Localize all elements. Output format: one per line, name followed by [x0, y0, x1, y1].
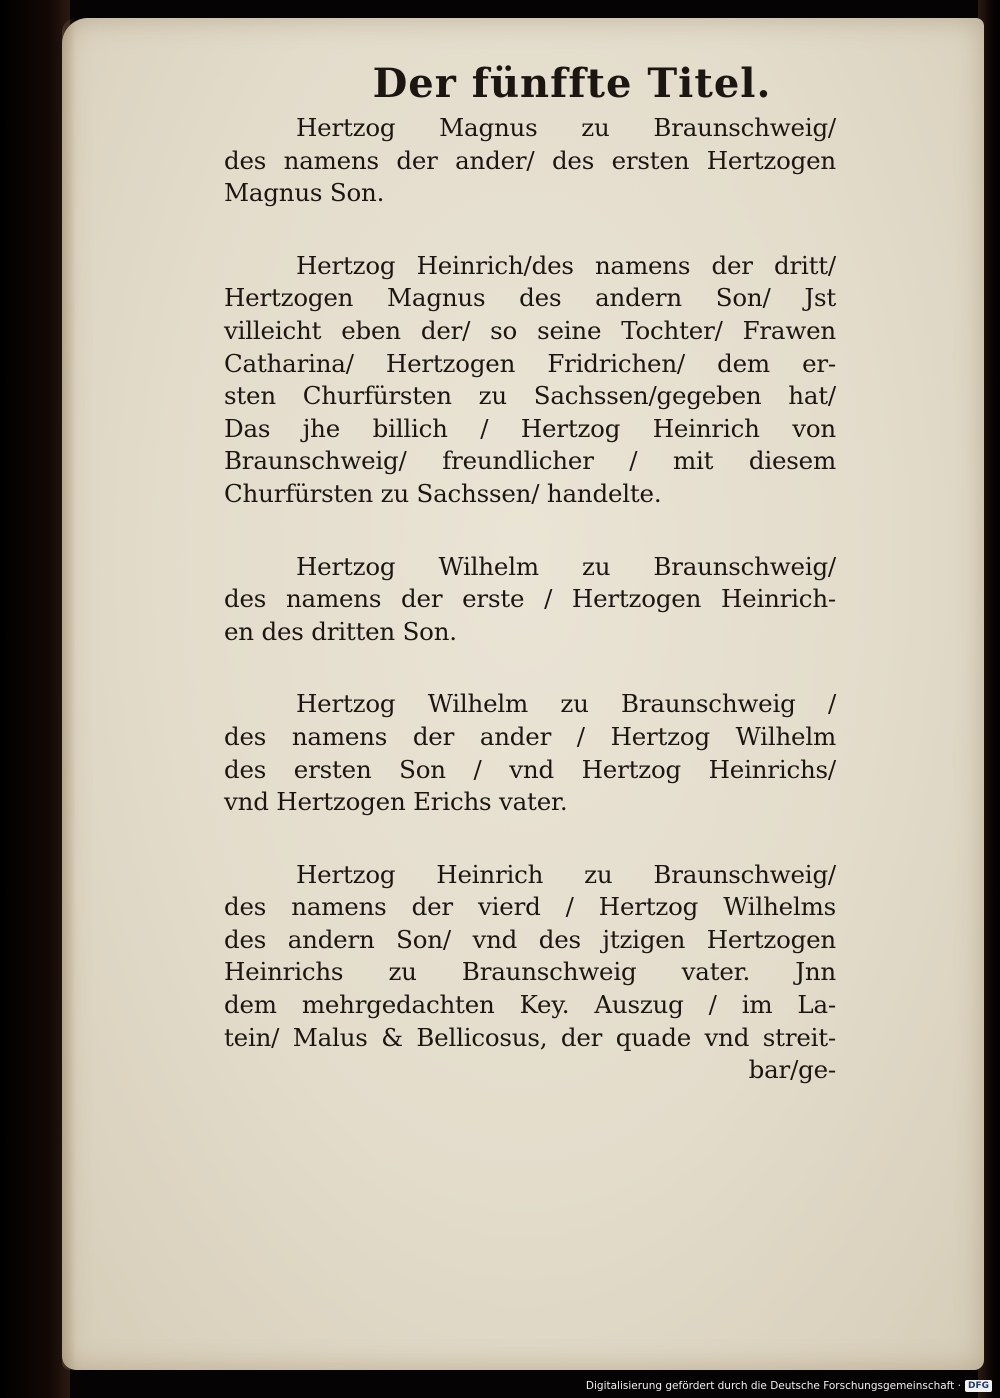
text-line: des andern Son/ vnd des jtzigen Hertzogen [224, 924, 836, 954]
page-title: Der fünffte Titel. [372, 60, 772, 107]
text-line: des ersten Son / vnd Hertzog Heinrichs/ [224, 754, 836, 784]
text-line: des namens der erste / Hertzogen Heinrich- [224, 584, 836, 614]
text-line: Churfürsten zu Sachssen/ handelte. [224, 478, 662, 508]
text-line: Hertzog Magnus zu Braunschweig/ [296, 113, 836, 142]
text-line: villeicht eben der/ so seine Tochter/ Frawen [224, 315, 836, 345]
text-line: Magnus Son. [224, 178, 385, 208]
text-line: Catharina/ Hertzogen Fridrichen/ dem er- [224, 348, 836, 378]
text-line: en des dritten Son. [224, 616, 457, 646]
text-line: des namens der vierd / Hertzog Wilhelms [224, 892, 836, 922]
paragraph-heinrich-vierd [224, 859, 836, 1087]
text-line: tein/ Malus & Bellicosus, der quade vnd streit- [224, 1022, 836, 1052]
dfg-logo: DFG [965, 1380, 992, 1392]
text-line: Heinrichs zu Braunschweig vater. Jnn [224, 957, 836, 987]
credit-text: Digitalisierung gefördert durch die Deutsche Forschungsgemeinschaft · [585, 1380, 961, 1392]
catchword: bar/ge- [748, 1055, 836, 1085]
paragraph-heinrich-dritt [224, 250, 836, 511]
text-line: vnd Hertzogen Erichs vater. [224, 787, 568, 817]
text-line: Hertzog Heinrich/des namens der dritt/ [296, 250, 836, 280]
text-line: des namens der ander/ des ersten Hertzogen [224, 145, 836, 175]
text-line: Hertzogen Magnus des andern Son/ Jst [224, 283, 836, 313]
page-gutter-shadow [62, 18, 76, 1370]
digitization-credit [586, 1380, 992, 1392]
text-line: Hertzog Wilhelm zu Braunschweig / [296, 689, 836, 719]
text-line: Braunschweig/ freundlicher / mit diesem [224, 446, 836, 476]
text-line: Das jhe billich / Hertzog Heinrich von [224, 413, 836, 443]
text-line: Hertzog Heinrich zu Braunschweig/ [296, 859, 836, 889]
scan-background-left [0, 0, 70, 1398]
paragraph-magnus [224, 112, 836, 210]
text-line: Hertzog Wilhelm zu Braunschweig/ [296, 551, 836, 581]
paragraph-wilhelm-erste [224, 551, 836, 649]
paragraph-wilhelm-ander [224, 688, 836, 818]
text-line: des namens der ander / Hertzog Wilhelm [224, 721, 836, 751]
text-line: dem mehrgedachten Key. Auszug / im La- [224, 990, 836, 1020]
text-line: sten Churfürsten zu Sachssen/gegeben hat/ [224, 381, 836, 411]
page-text [224, 58, 836, 1087]
